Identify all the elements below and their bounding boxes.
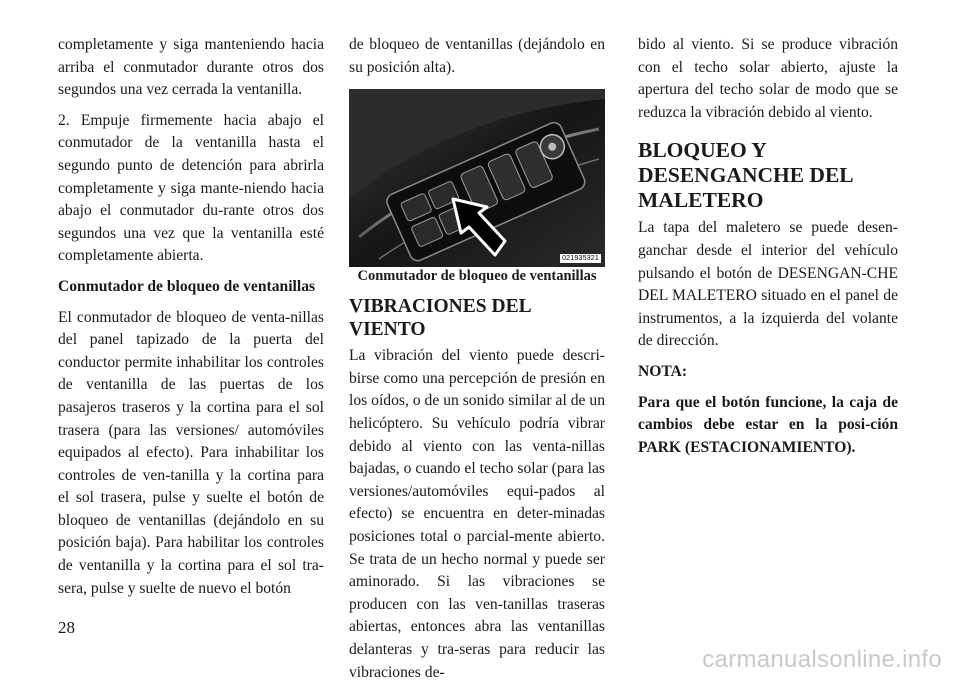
heading-wind-buffeting: VIBRACIONES DEL VIENTO bbox=[349, 296, 531, 341]
page-number: 28 bbox=[58, 618, 75, 637]
paragraph-wind-continued: bido al viento. Si se produce vibración con el techo solar abierto, ajuste la apertura del techo solar de modo que se reduzca la vibración debido al viento. bbox=[638, 36, 898, 121]
text-column-right bbox=[638, 34, 898, 459]
figure-code: 021935321 bbox=[562, 255, 599, 263]
watermark: carmanualsonline.info bbox=[702, 646, 942, 673]
paragraph-step-2: 2. Empuje firmemente hacia abajo el conmutador de la ventanilla hasta el segundo punto de detención para abrirla completamente y siga mante-niendo hacia abajo el conmutador du-rante otros dos segundos una vez que la ventanilla esté completamente abierta. bbox=[58, 111, 324, 265]
text-column-middle bbox=[349, 34, 605, 684]
heading-trunk-lock-release: BLOQUEO Y DESENGANCHE DEL MALETERO bbox=[638, 138, 853, 213]
door-panel-illustration bbox=[349, 89, 605, 267]
paragraph-window-lock: El conmutador de bloqueo de venta-nillas del panel tapizado de la puerta del conductor permite inhabilitar los controles de ventanilla de las puertas de los pasajeros traseros y la cortina para el sol trasera (para las versiones/ automóviles equipados al efecto). Para inhabilitar los controles de ven-tanilla y la cortina para el sol trasera, pulse y suelte el botón de bloqueo de ventanillas (dejándolo en su posición baja). Para habilitar los controles de ventanilla y la cortina para el sol tra-sera, pulse y suelte de nuevo el botón bbox=[58, 308, 324, 597]
subheading-window-lock-switch: Conmutador de bloqueo de ventanillas bbox=[58, 277, 316, 295]
paragraph-wind-buffeting: La vibración del viento puede descri-birse como una percepción de presión en los oídos, o de un sonido similar al de un helicóptero. Su vehículo podría vibrar debido al viento con las venta-nillas bajadas, o cuando el techo solar (para las versiones/automóviles equi-pados al efecto) se encuentra en deter-minadas posiciones total o parcial-mente abierto. Se trata de un hecho normal y puede ser aminorado. Si las vibraciones se producen con las ven-tanillas traseras abiertas, entonces abra las ventanillas delanteras y tra-seras para reducir las vibraciones de- bbox=[349, 347, 605, 681]
note-label: NOTA: bbox=[638, 362, 688, 380]
note-text: Para que el botón funcione, la caja de cambios debe estar en la posi-ción PARK (ESTACIONAMIENTO). bbox=[638, 393, 898, 456]
text-column-left bbox=[58, 34, 324, 600]
window-lock-switch-photo bbox=[349, 89, 605, 267]
paragraph-window-close-continued: completamente y siga manteniendo hacia arriba el conmutador durante otros dos segundos una vez cerrada la ventanilla. bbox=[58, 36, 324, 99]
paragraph-lock-continued: de bloqueo de ventanillas (dejándolo en su posición alta). bbox=[349, 36, 605, 76]
figure-caption: Conmutador de bloqueo de ventanillas bbox=[357, 268, 597, 285]
paragraph-trunk-release: La tapa del maletero se puede desen-ganchar desde el interior del vehículo pulsando el botón de DESENGAN-CHE DEL MALETERO situado en el panel de instrumentos, a la izquierda del volante de dirección. bbox=[638, 219, 898, 350]
